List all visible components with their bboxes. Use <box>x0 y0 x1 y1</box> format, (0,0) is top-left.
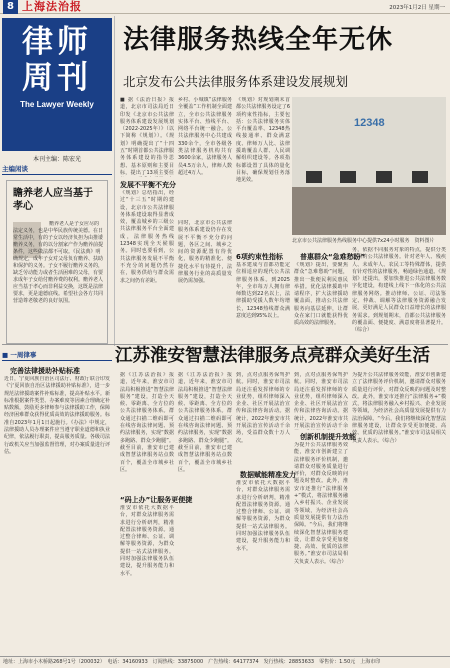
column-divider <box>114 16 115 346</box>
left-body: 近日，宁夏回族自治区司法厅、财政厅联合印发《宁夏回族自治区法律援助补贴标准》，进一步规范法律援助案件补贴标准，提高补贴水平。新标准根据案件类型、办案难度等因素合理确定补贴数额，鼓励更多律师参与法律援助工作，保障经济困难群众获得优质高效的法律援助服务。标准自2023年1月1日起施行。《办法》中规定，法律援助人员办理案件应当遵守职业道德和执业纪律，依法履行职责，提高服务质量。各级司法行政机关应当加强监督管理，对办案质量进行评估。 <box>4 376 110 455</box>
mid-body-2: 淮安市依托大数据平台，对群众法律服务需求进行分析研判，精准配置法律服务资源。通过整合律师、公证、调解等服务资源，为群众提供一站式法律服务。同时加强法律服务队伍建设，提升服务能力和水平。 <box>120 505 174 577</box>
left-sub: 完善法律援助补贴标准 <box>10 367 80 375</box>
panel-english-title: The Lawyer Weekly <box>20 100 94 109</box>
masthead: 上海法治报 <box>22 0 82 13</box>
lead-sub1: 发展不平衡不充分 <box>120 181 176 189</box>
side-section-label: 主编闲谈 <box>2 164 112 175</box>
lead-col2b: 同时，北京市公共法律服务体系建设仍存在发展不平衡不充分的问题，各区之间、城乡之间的资源配置有待优化，服务的精准化、便捷化水平有待提升，法律服务行业的高质量发展仍需加强。 <box>178 220 232 285</box>
side-body: 赡养老人是子女应尽的法定义务，也是中华民族传统美德。在日常生活中，有的子女以经济负担为由推诿赡养义务，有的以分割家产作为赡养前提条件，这些做法都不可取。《民法典》明确规定，成年子女对父母负有赡养、扶助和保护的义务。子女不履行赡养义务的，缺乏劳动能力或者生活困难的父母，有要求成年子女给付赡养费的权利。赡养老人应当基于孝心而非利益交换，这既是法律要求，更是道德底线。希望社会各方共同营造尊老敬老的良好氛围。 <box>13 221 103 304</box>
right-sub: 创新机制提升效能 <box>300 433 356 441</box>
lead-subheadline: 北京发布公共法律服务体系建设发展规划 <box>123 74 349 89</box>
hotline-center-photo <box>292 97 446 235</box>
far-right-body: 为提升公共法律服务效能，淮安市创新建立了法律服务评价机制，邀请群众对服务质量进行评价，对群众反映的问题及时整改。此外，淮安市还推行“法律服务+”模式，将法律服务融入乡村振兴、企业发展等领域，为经济社会高质量发展提供有力法治保障。“今后，我们将继续深化智慧法律服务建设，让群众享受更加便捷、高效、优质的法律服务。”淮安市司法局相关负责人表示。（综合） <box>352 372 446 444</box>
lead-col4b: 《规划》提出，要聚焦群众“急难愁盼”问题，推出一批便民利民惠民举措。优化法律援助申请程序，扩大法律援助覆盖面，推动公共法律服务向基层延伸，让群众在家门口就能获得优质高效的法律服务。 <box>294 262 348 327</box>
mid-sub1: “码上办”让服务更便捷 <box>120 496 193 504</box>
footer-info: 地址：上海市小木桥路268号1号（200032） 电话：34160933 订阅热线：33875000 广告热线：64177374 发行热线：28853633 零售价：1.50元 上海市印 <box>0 656 450 668</box>
issue-date: 2023年1月2日 星期一 <box>389 5 445 11</box>
lead-sub2: 6项约束性指标 <box>236 253 283 261</box>
weekly-news-label: ■ 一周律事 <box>2 350 112 361</box>
panel-title-line2: 周刊 <box>22 60 92 96</box>
lead-col3: 《规划》对规划期末首都公共法律服务设定了6项约束性指标，主要包括：公共法律服务实体平台覆盖率、12348热线接通率、群众满意度、律师万人比、法律援助覆盖人群、人民调解组织建设等。各项指标都设置了具体的量化目标，确保规划任务落地见效。 <box>236 97 290 184</box>
lead-col2: 乡村、小城镇“法律服务全覆盖”工作机制全面建立，全市公共法律服务实体平台、热线平台、网络平台统一融合。公共法律服务中心共建成330余个，全市各级各类法律服务机构共有3600余家，法律服务人员4.5万余人，律师人数超过4万人。 <box>178 97 232 176</box>
panel-title-line1: 律师 <box>22 24 92 60</box>
page-number: 8 <box>3 0 18 14</box>
editor-line: 本刊主编：陈宏光 <box>32 156 81 163</box>
lead-headline: 法律服务热线全年无休 <box>123 25 394 55</box>
lead-sub3: 普惠群众“急难愁盼” <box>300 253 366 261</box>
side-headline: 瞻养老人应当基于孝心 <box>13 188 93 212</box>
hotline-logo: 12348 <box>354 117 385 129</box>
second-headline: 江苏淮安智慧法律服务点亮群众美好生活 <box>115 346 430 366</box>
lead-col4: 基本建成与首都功能定位相适应的现代公共法律服务体系。到2025年，全市每万人拥有律师数达到22名以上，法律援助受援人数年均增长，12348热线群众满意度达到95%以上。 <box>236 262 290 320</box>
right-body-2: 为提升公共法律服务效能，淮安市创新建立了法律服务评价机制，邀请群众对服务质量进行评价，对群众反映的问题及时整改。此外，淮安市还推行“法律服务+”模式，将法律服务融入乡村振兴、企业发展等领域，为经济社会高质量发展提供有力法治保障。“今后，我们将继续深化智慧法律服务建设，让群众享受更加便捷、高效、优质的法律服务。”淮安市司法局相关负责人表示。（综合） <box>294 442 348 565</box>
side-column-box <box>6 180 108 344</box>
top-bar <box>0 0 450 14</box>
right-body: 到，点对点服务保驾护航。同时，淮安市司法局还注重发挥律师的专业优势，组织律师深入企业、社区开展法治宣传和法律咨询活动。据统计，2022年淮安市共开展法治宣传活动千余场，受益群众数十万人次。 <box>236 372 290 444</box>
lead-col5: 务，依据不同服务对象的特点，提供分类分层的公共法律服务。针对老年人、残疾人、未成年人、农民工等特殊群体，提供有针对性的法律服务，畅通绿色通道。《规划》还提出，要加快推进公共法律服务数字化建设，构建线上线下一体化的公共法律服务网络。推动律师、公证、司法鉴定、仲裁、调解等法律服务资源融合发展，更好满足人民群众日益增长的法律服务需求。到规划期末，首都公共法律服务的覆盖面、便捷度、满意度将显著提升。（综合） <box>352 247 446 334</box>
mid-body: 据《江苏法治报》报道，近年来，淮安市司法局积极推进“智慧法律服务”建设，打造全天候、零距离、全方位的公共法律服务体系。群众通过扫描二维码即可在线咨询法律问题、预约法律服务，实现“数据多跑路、群众少跑腿”。截至目前，淮安市已建成智慧法律服务站点数百个，覆盖全市城乡社区。 <box>120 372 174 473</box>
lead-col1b: 《规划》总结指出，经过“十三五”时期的建设，北京市公共法律服务体系建设取得显著成效，覆盖城乡的三级公共法律服务平台全面建成，法律服务热线12348实现全天候服务。同时也要看到，公共法律服务发展不平衡不充分的问题仍然存在，服务供给与群众需求之间仍有差距。 <box>120 190 174 284</box>
photo-caption: 北京市公共法律服务热线服务中心提供7x24小时服务 资料图片 <box>292 238 435 244</box>
mid-sub2: 数据赋能精准发力 <box>240 471 296 479</box>
weekly-title-panel <box>2 18 112 151</box>
right-body-top: 到，点对点服务保驾护航。同时，淮安市司法局还注重发挥律师的专业优势，组织律师深入企业、社区开展法治宣传和法律咨询活动。据统计，2022年淮安市共开展法治宣传活动千余 <box>294 372 348 430</box>
mid3-body: 淮安市依托大数据平台，对群众法律服务需求进行分析研判，精准配置法律服务资源。通过整合律师、公证、调解等服务资源，为群众提供一站式法律服务。同时加强法律服务队伍建设，提升服务能力和水平。 <box>236 480 290 552</box>
mid2-body: 据《江苏法治报》报道，近年来，淮安市司法局积极推进“智慧法律服务”建设，打造全天候、零距离、全方位的公共法律服务体系。群众通过扫描二维码即可在线咨询法律问题、预约法律服务，实现“数据多跑路、群众少跑腿”。截至目前，淮安市已建成智慧法律服务站点数百个，覆盖全市城乡社区。 <box>178 372 232 473</box>
lead-col1: ■ 据《法治日报》报道，北京市司法局近日印发《北京市公共法律服务体系建设发展规划（2022-2025年）》（以下简称《规划》）。《规划》明确提出了“十四五”时期首都公共法律服务体系建设的指导思想、基本原则和主要目标，提出了13项主要任 <box>120 97 174 176</box>
